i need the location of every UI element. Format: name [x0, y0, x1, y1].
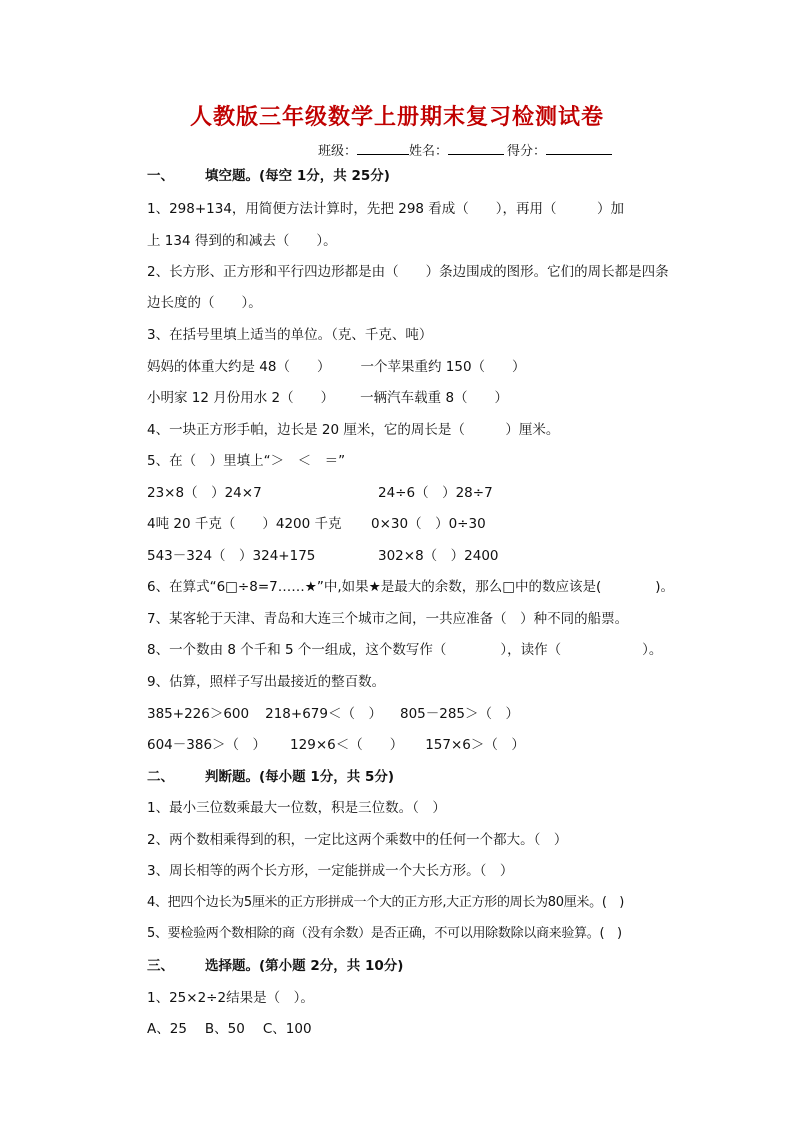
question-9-item-d: 604－386＞（ ）	[147, 737, 267, 753]
question-9-item-c: 805－285＞（ ）	[399, 706, 520, 722]
question-9-row-1	[147, 702, 519, 722]
section-title: 填空题。(每空 1分，共 25分)	[205, 168, 390, 184]
option-a: A、25	[147, 1021, 187, 1037]
question-5-item-c: 4吨 20 千克（ ）4200 千克	[147, 516, 342, 532]
question-9: 9、估算，照样子写出最接近的整百数。	[147, 674, 386, 690]
question-9-item-f: 157×6＞（ ）	[425, 737, 525, 753]
tf-question-2: 2、两个数相乘得到的积，一定比这两个乘数中的任何一个都大。（ ）	[147, 832, 568, 848]
question-6: 6、在算式“6□÷8=7……★”中,如果★是最大的余数，那么□中的数应该是( )。	[147, 579, 675, 595]
section-heading-multiple-choice	[147, 954, 403, 974]
question-8: 8、一个数由 8 个千和 5 个一组成，这个数写作（ ），读作（ ）。	[147, 642, 663, 658]
question-2-line-1: 2、长方形、正方形和平行四边形都是由（ ）条边围成的图形。它们的周长都是四条	[147, 264, 669, 280]
section-heading-true-false	[147, 765, 394, 785]
mc-question-1: 1、25×2÷2结果是（ ）。	[147, 990, 314, 1006]
name-label: 姓名：	[409, 144, 449, 159]
page-title: 人教版三年级数学上册期末复习检测试卷	[189, 104, 604, 130]
question-9-example: 385+226＞600	[147, 706, 250, 722]
question-3-item-d: 一辆汽车载重 8（ ）	[360, 390, 509, 406]
section-heading-fill-blank	[147, 164, 390, 184]
question-1-line-2: 上 134 得到的和减去（ ）。	[147, 233, 337, 249]
question-3-row-1	[147, 355, 526, 375]
tf-question-5: 5、要检验两个数相除的商（没有余数）是否正确，不可以用除数除以商来验算。( )	[147, 926, 622, 941]
student-info-row	[318, 140, 612, 159]
question-5-item-d: 0×30（ ）0÷30	[371, 516, 486, 532]
option-c: C、100	[262, 1021, 312, 1037]
tf-question-3: 3、周长相等的两个长方形，一定能拼成一个大长方形。（ ）	[147, 863, 514, 879]
class-label: 班级：	[318, 144, 358, 159]
question-3-item-b: 一个苹果重约 150（ ）	[360, 359, 526, 375]
question-3-item-c: 小明家 12 月份用水 2（ ）	[147, 390, 335, 406]
question-5-item-b: 24÷6（ ）28÷7	[378, 485, 493, 501]
question-9-row-2	[147, 733, 525, 753]
score-label: 得分：	[507, 144, 547, 159]
question-9-item-b: 218+679＜（ ）	[265, 706, 382, 722]
question-5: 5、在（ ）里填上“＞ ＜ ＝”	[147, 453, 346, 469]
question-5-item-a: 23×8（ ）24×7	[147, 485, 262, 501]
tf-question-4: 4、把四个边长为5厘米的正方形拼成一个大的正方形,大正方形的周长为80厘米。( )	[147, 895, 625, 910]
section-number: 一、	[147, 168, 174, 184]
section-title: 选择题。(第小题 2分，共 10分)	[205, 958, 404, 974]
question-3-row-2	[147, 386, 508, 406]
question-5-item-f: 302×8（ ）2400	[378, 548, 499, 564]
mc-question-1-options	[147, 1017, 312, 1037]
question-5-item-e: 543－324（ ）324+175	[147, 548, 316, 564]
section-number: 二、	[147, 769, 174, 785]
score-blank[interactable]	[546, 142, 612, 155]
question-3-item-a: 妈妈的体重大约是 48（ ）	[147, 359, 331, 375]
question-4: 4、一块正方形手帕，边长是 20 厘米，它的周长是（ ）厘米。	[147, 422, 560, 438]
tf-question-1: 1、最小三位数乘最大一位数，积是三位数。（ ）	[147, 800, 446, 816]
name-blank[interactable]	[448, 142, 504, 155]
option-b: B、50	[204, 1021, 245, 1037]
section-title: 判断题。(每小题 1分，共 5分)	[205, 769, 395, 785]
question-3: 3、在括号里填上适当的单位。（克、千克、吨）	[147, 327, 433, 343]
class-blank[interactable]	[357, 142, 409, 155]
question-7: 7、某客轮于天津、青岛和大连三个城市之间，一共应准备（ ）种不同的船票。	[147, 611, 629, 627]
question-9-item-e: 129×6＜（ ）	[290, 737, 404, 753]
section-number: 三、	[147, 958, 174, 974]
question-1-line-1: 1、298+134，用简便方法计算时，先把 298 看成（ ），再用（ ）加	[147, 201, 625, 217]
question-2-line-2: 边长度的（ ）。	[147, 295, 262, 311]
